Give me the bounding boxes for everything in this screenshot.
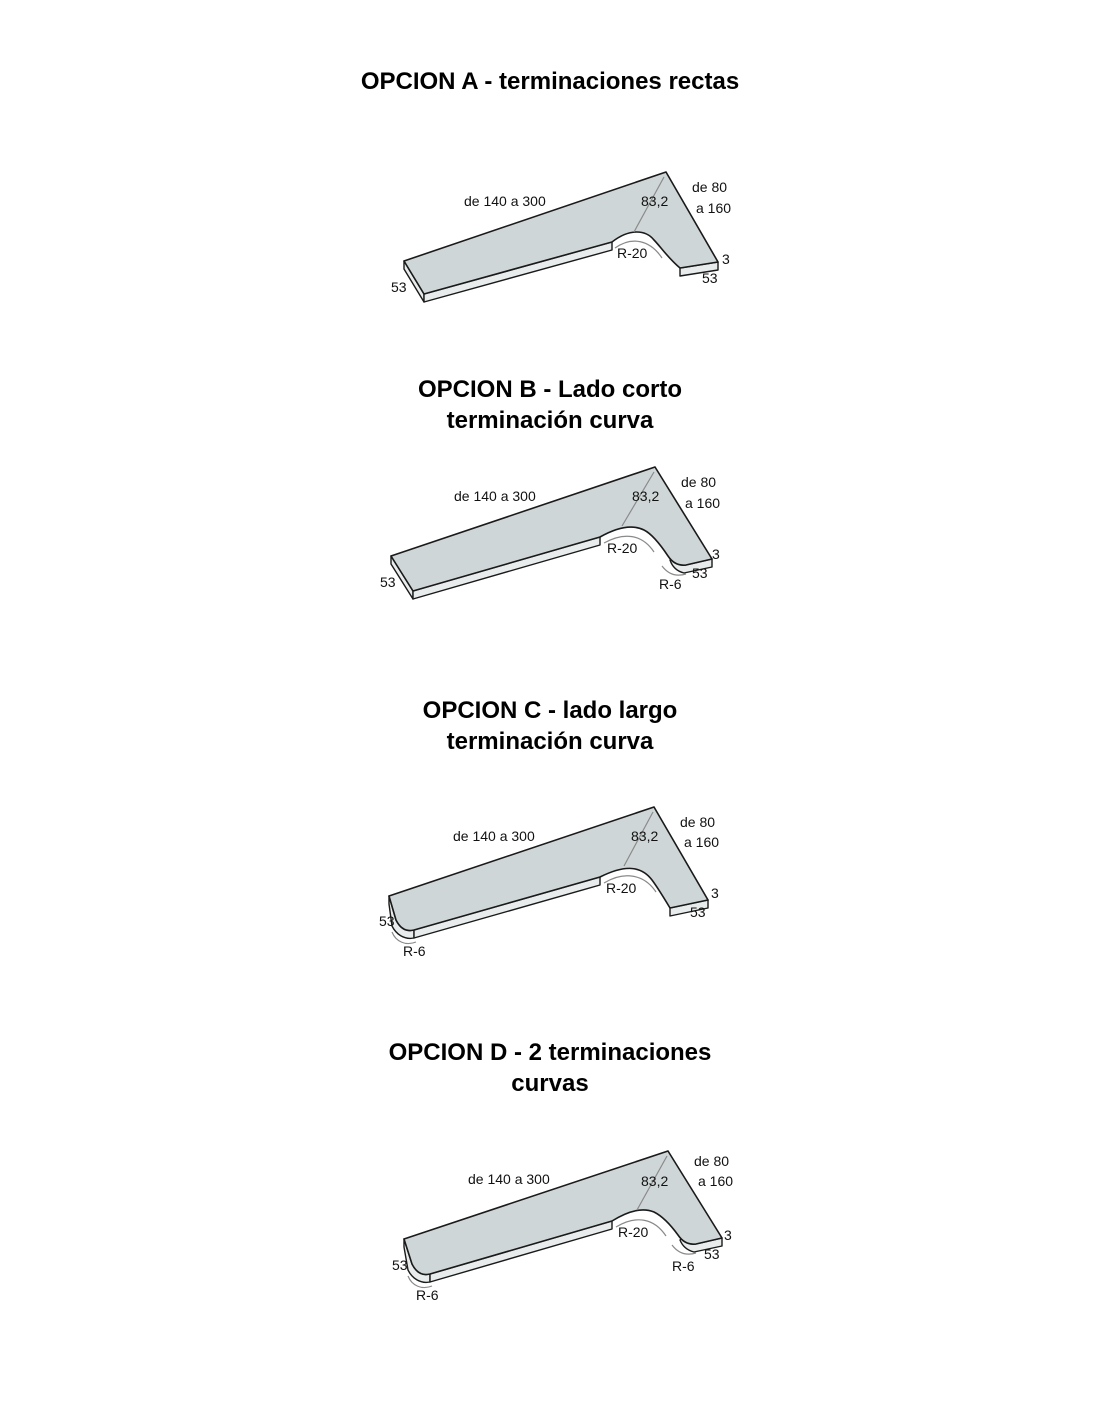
length-label: de 140 a 300 bbox=[464, 193, 546, 209]
radius-long-label: R-6 bbox=[416, 1287, 439, 1303]
width-label-1: de 80 bbox=[694, 1153, 730, 1169]
option-d-top bbox=[404, 1151, 722, 1275]
thickness-label: 3 bbox=[712, 546, 720, 562]
option-d-diagram bbox=[0, 1140, 1100, 1315]
radius-main-label: R-20 bbox=[606, 880, 637, 896]
depth-label: 83,2 bbox=[641, 193, 669, 209]
thickness-label: 3 bbox=[722, 251, 730, 267]
option-a-top bbox=[404, 172, 718, 294]
option-a-diagram bbox=[0, 160, 1100, 360]
thickness-label: 3 bbox=[711, 885, 719, 901]
end-right-label: 53 bbox=[690, 904, 706, 920]
width-label-2: a 160 bbox=[698, 1173, 734, 1189]
option-b-top bbox=[391, 467, 712, 591]
length-label: de 140 a 300 bbox=[468, 1171, 550, 1187]
thickness-label: 3 bbox=[724, 1227, 732, 1243]
end-left-label: 53 bbox=[379, 913, 395, 929]
length-label: de 140 a 300 bbox=[454, 488, 536, 504]
end-right-label: 53 bbox=[702, 270, 718, 286]
option-a-title: OPCION A - terminaciones rectas bbox=[360, 68, 740, 95]
radius-main-label: R-20 bbox=[607, 540, 638, 556]
width-label-1: de 80 bbox=[692, 179, 728, 195]
option-c-title: OPCION C - lado largo terminación curva bbox=[422, 697, 678, 755]
end-left-label: 53 bbox=[380, 574, 396, 590]
width-label-1: de 80 bbox=[681, 474, 717, 490]
option-b-title: OPCION B - Lado corto terminación curva bbox=[418, 376, 682, 434]
option-b-diagram bbox=[0, 455, 1100, 605]
width-label-1: de 80 bbox=[680, 814, 716, 830]
width-label-2: a 160 bbox=[684, 834, 720, 850]
radius-long-label: R-6 bbox=[403, 943, 426, 959]
option-c-diagram bbox=[0, 795, 1100, 965]
width-label-2: a 160 bbox=[685, 495, 721, 511]
end-right-label: 53 bbox=[692, 565, 708, 581]
end-left-label: 53 bbox=[392, 1257, 408, 1273]
depth-label: 83,2 bbox=[641, 1173, 669, 1189]
end-left-label: 53 bbox=[391, 279, 407, 295]
radius-short-label: R-6 bbox=[672, 1258, 695, 1274]
option-c-top bbox=[389, 807, 708, 931]
radius-main-label: R-20 bbox=[618, 1224, 649, 1240]
depth-label: 83,2 bbox=[632, 488, 660, 504]
width-label-2: a 160 bbox=[696, 200, 732, 216]
radius-short-label: R-6 bbox=[659, 576, 682, 592]
end-right-label: 53 bbox=[704, 1246, 720, 1262]
option-d-title: OPCION D - 2 terminaciones curvas bbox=[388, 1039, 712, 1097]
length-label: de 140 a 300 bbox=[453, 828, 535, 844]
radius-main-label: R-20 bbox=[617, 245, 648, 261]
depth-label: 83,2 bbox=[631, 828, 659, 844]
